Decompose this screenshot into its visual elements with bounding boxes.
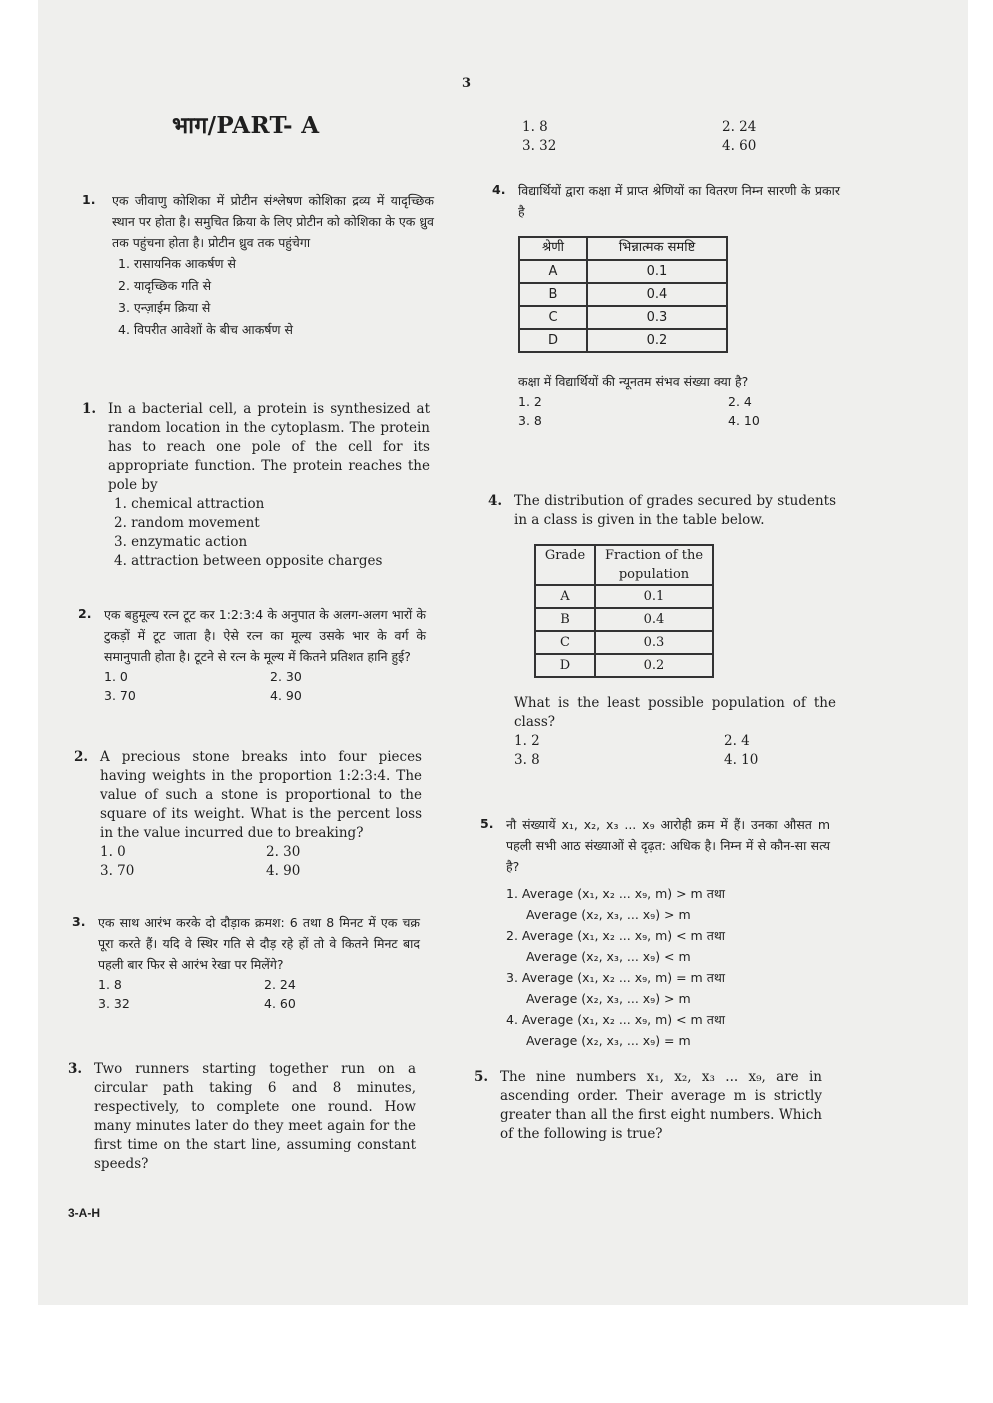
options-grid — [522, 118, 782, 156]
option: 2. 24 — [722, 119, 757, 135]
question-stem: एक जीवाणु कोशिका में प्रोटीन संश्लेषण कोशिका द्रव्य में यादृच्छिक स्थान पर होता है। समुचित क्रिया के लिए प्रोटीन को कोशिका के एक ध्रुव तक पहुंचना होता है। प्रोटीन ध्रुव तक पहुंचेगा — [112, 193, 434, 250]
options-list — [506, 883, 830, 1051]
table-header: भिन्नात्मक समष्टि — [587, 237, 727, 260]
options-grid — [98, 975, 420, 1013]
grade-table — [534, 544, 714, 678]
option: 1. 2 — [514, 733, 540, 749]
question-stem: The distribution of grades secured by students in a class is given in the table below. — [514, 493, 836, 528]
option: 4. 10 — [728, 413, 760, 428]
question-3-options-continued — [522, 118, 782, 156]
page-footer-code: 3-A-H — [68, 1206, 100, 1220]
table-row — [535, 654, 713, 677]
question-1-english — [82, 400, 430, 571]
option: 1. chemical attraction — [114, 496, 265, 512]
option: 3. enzymatic action — [114, 534, 248, 550]
option: 3. एन्ज़ाईम क्रिया से — [118, 300, 211, 315]
option: 4. 60 — [722, 138, 757, 154]
option: 3. 8 — [514, 752, 540, 768]
option-continued: Average (x₂, x₃, ... x₉) > m — [526, 907, 691, 922]
option: 1. 8 — [98, 977, 122, 992]
options-grid — [104, 667, 426, 705]
option: 4. विपरीत आवेशों के बीच आकर्षण से — [118, 322, 293, 337]
question-text: What is the least possible population of the class? — [514, 695, 836, 730]
question-stem: एक बहुमूल्य रत्न टूट कर 1:2:3:4 के अनुपात के अलग-अलग भारों के टुकड़ों में टूट जाता है। ऐसे रत्न का मूल्य उसके भार के वर्ग के समानुपाती होता है। टूटने से रत्न के मूल्य में कितने प्रतिशत हानि हुई? — [104, 607, 426, 664]
option: 4. 90 — [270, 688, 302, 703]
option: 2. random movement — [114, 515, 260, 531]
table-cell: A — [535, 585, 595, 608]
options-grid — [518, 392, 840, 430]
option: 2. यादृच्छिक गति से — [118, 278, 212, 293]
question-3-english — [68, 1060, 416, 1174]
table-cell: 0.1 — [595, 585, 713, 608]
option: 3. 70 — [100, 863, 135, 879]
question-stem: A precious stone breaks into four pieces having weights in the proportion 1:2:3:4. The value of such a stone is proportional to the square of its weight. What is the percent loss in the value incurred due to breaking? — [100, 749, 422, 841]
option-continued: Average (x₂, x₃, ... x₉) < m — [526, 949, 691, 964]
option: 4. 90 — [266, 863, 301, 879]
table-row — [519, 306, 727, 329]
table-cell: 0.1 — [587, 260, 727, 283]
question-number: 2. — [78, 606, 92, 621]
option: 3. 70 — [104, 688, 136, 703]
table-cell: C — [535, 631, 595, 654]
question-stem: विद्यार्थियों द्वारा कक्षा में प्राप्त श्रेणियों का वितरण निम्न सारणी के प्रकार है — [518, 183, 840, 219]
part-title: भाग/PART- A — [172, 112, 320, 139]
question-1-hindi — [82, 190, 434, 341]
options-grid — [100, 843, 422, 881]
option: 3. 32 — [98, 996, 130, 1011]
table-cell: 0.2 — [595, 654, 713, 677]
option: 2. 30 — [270, 669, 302, 684]
page-number: 3 — [462, 76, 472, 91]
question-3-hindi — [72, 912, 420, 1013]
question-stem: एक साथ आरंभ करके दो दौड़ाक क्रमश: 6 तथा 8 मिनट में एक चक्र पूरा करते हैं। यदि वे स्थिर गति से दौड़ रहे हों तो वे कितने मिनट बाद पहली बार फिर से आरंभ रेखा पर मिलेंगे? — [98, 915, 420, 972]
question-5-english — [474, 1068, 822, 1144]
question-number: 1. — [82, 192, 96, 207]
option: 2. 30 — [266, 844, 301, 860]
option: 4. attraction between opposite charges — [114, 553, 383, 569]
table-cell: 0.3 — [595, 631, 713, 654]
table-header: श्रेणी — [519, 237, 587, 260]
table-cell: 0.4 — [587, 283, 727, 306]
table-header: Fraction of the population — [595, 545, 713, 585]
table-cell: A — [519, 260, 587, 283]
question-5-hindi — [480, 814, 830, 1051]
question-4-hindi — [492, 180, 840, 430]
option: 2. 4 — [724, 733, 750, 749]
table-row — [519, 329, 727, 352]
question-number: 5. — [480, 816, 494, 831]
question-stem: Two runners starting together run on a circular path taking 6 and 8 minutes, respectively, to complete one round. How many minutes later do they meet again for the first time on the start line, assuming constant speeds? — [94, 1061, 416, 1172]
question-number: 1. — [82, 401, 97, 417]
option-continued: Average (x₂, x₃, ... x₉) = m — [526, 1033, 691, 1048]
table-cell: 0.2 — [587, 329, 727, 352]
option: 1. 8 — [522, 119, 548, 135]
option: 4. 60 — [264, 996, 296, 1011]
question-stem: नौ संख्यायें x₁, x₂, x₃ ... x₉ आरोही क्रम में हैं। उनका औसत m पहली सभी आठ संख्याओं से दृढ़त: अधिक है। निम्न में से कौन-सा सत्य है? — [506, 817, 830, 874]
option: 3. 32 — [522, 138, 557, 154]
option: 2. Average (x₁, x₂ ... x₉, m) < m तथा — [506, 928, 726, 943]
table-cell: C — [519, 306, 587, 329]
table-row — [519, 260, 727, 283]
option: 2. 24 — [264, 977, 296, 992]
table-cell: B — [519, 283, 587, 306]
option: 3. 8 — [518, 413, 542, 428]
grade-table — [518, 236, 728, 353]
table-header: Grade — [535, 545, 595, 585]
question-number: 5. — [474, 1069, 489, 1085]
question-number: 3. — [68, 1061, 83, 1077]
options-grid — [514, 732, 836, 770]
option: 1. 0 — [100, 844, 126, 860]
option: 1. 0 — [104, 669, 128, 684]
question-text: कक्षा में विद्यार्थियों की न्यूनतम संभव संख्या क्या है? — [518, 374, 749, 389]
option: 2. 4 — [728, 394, 752, 409]
option-continued: Average (x₂, x₃, ... x₉) > m — [526, 991, 691, 1006]
question-number: 4. — [488, 493, 503, 509]
option: 4. 10 — [724, 752, 759, 768]
question-number: 3. — [72, 914, 86, 929]
question-4-english — [488, 492, 836, 770]
option: 1. 2 — [518, 394, 542, 409]
table-row — [519, 283, 727, 306]
option: 4. Average (x₁, x₂ ... x₉, m) < m तथा — [506, 1012, 726, 1027]
question-stem: The nine numbers x₁, x₂, x₃ ... x₉, are in ascending order. Their average m is strictly greater than all the first eight numbers. Which of the following is true? — [500, 1069, 822, 1142]
table-cell: B — [535, 608, 595, 631]
option: 3. Average (x₁, x₂ ... x₉, m) = m तथा — [506, 970, 726, 985]
option: 1. Average (x₁, x₂ ... x₉, m) > m तथा — [506, 886, 726, 901]
table-header-row — [519, 237, 727, 260]
table-cell: D — [519, 329, 587, 352]
table-row — [535, 608, 713, 631]
question-stem: In a bacterial cell, a protein is synthesized at random location in the cytoplasm. The protein has to reach one pole of the cell for its appropriate function. The protein reaches the pole by — [108, 401, 430, 493]
table-cell: 0.3 — [587, 306, 727, 329]
table-row — [535, 631, 713, 654]
question-number: 4. — [492, 182, 506, 197]
table-cell: D — [535, 654, 595, 677]
table-cell: 0.4 — [595, 608, 713, 631]
question-number: 2. — [74, 749, 89, 765]
question-2-english — [74, 748, 422, 881]
question-2-hindi — [78, 604, 426, 705]
option: 1. रासायनिक आकर्षण से — [118, 256, 236, 271]
table-header-row — [535, 545, 713, 585]
table-row — [535, 585, 713, 608]
